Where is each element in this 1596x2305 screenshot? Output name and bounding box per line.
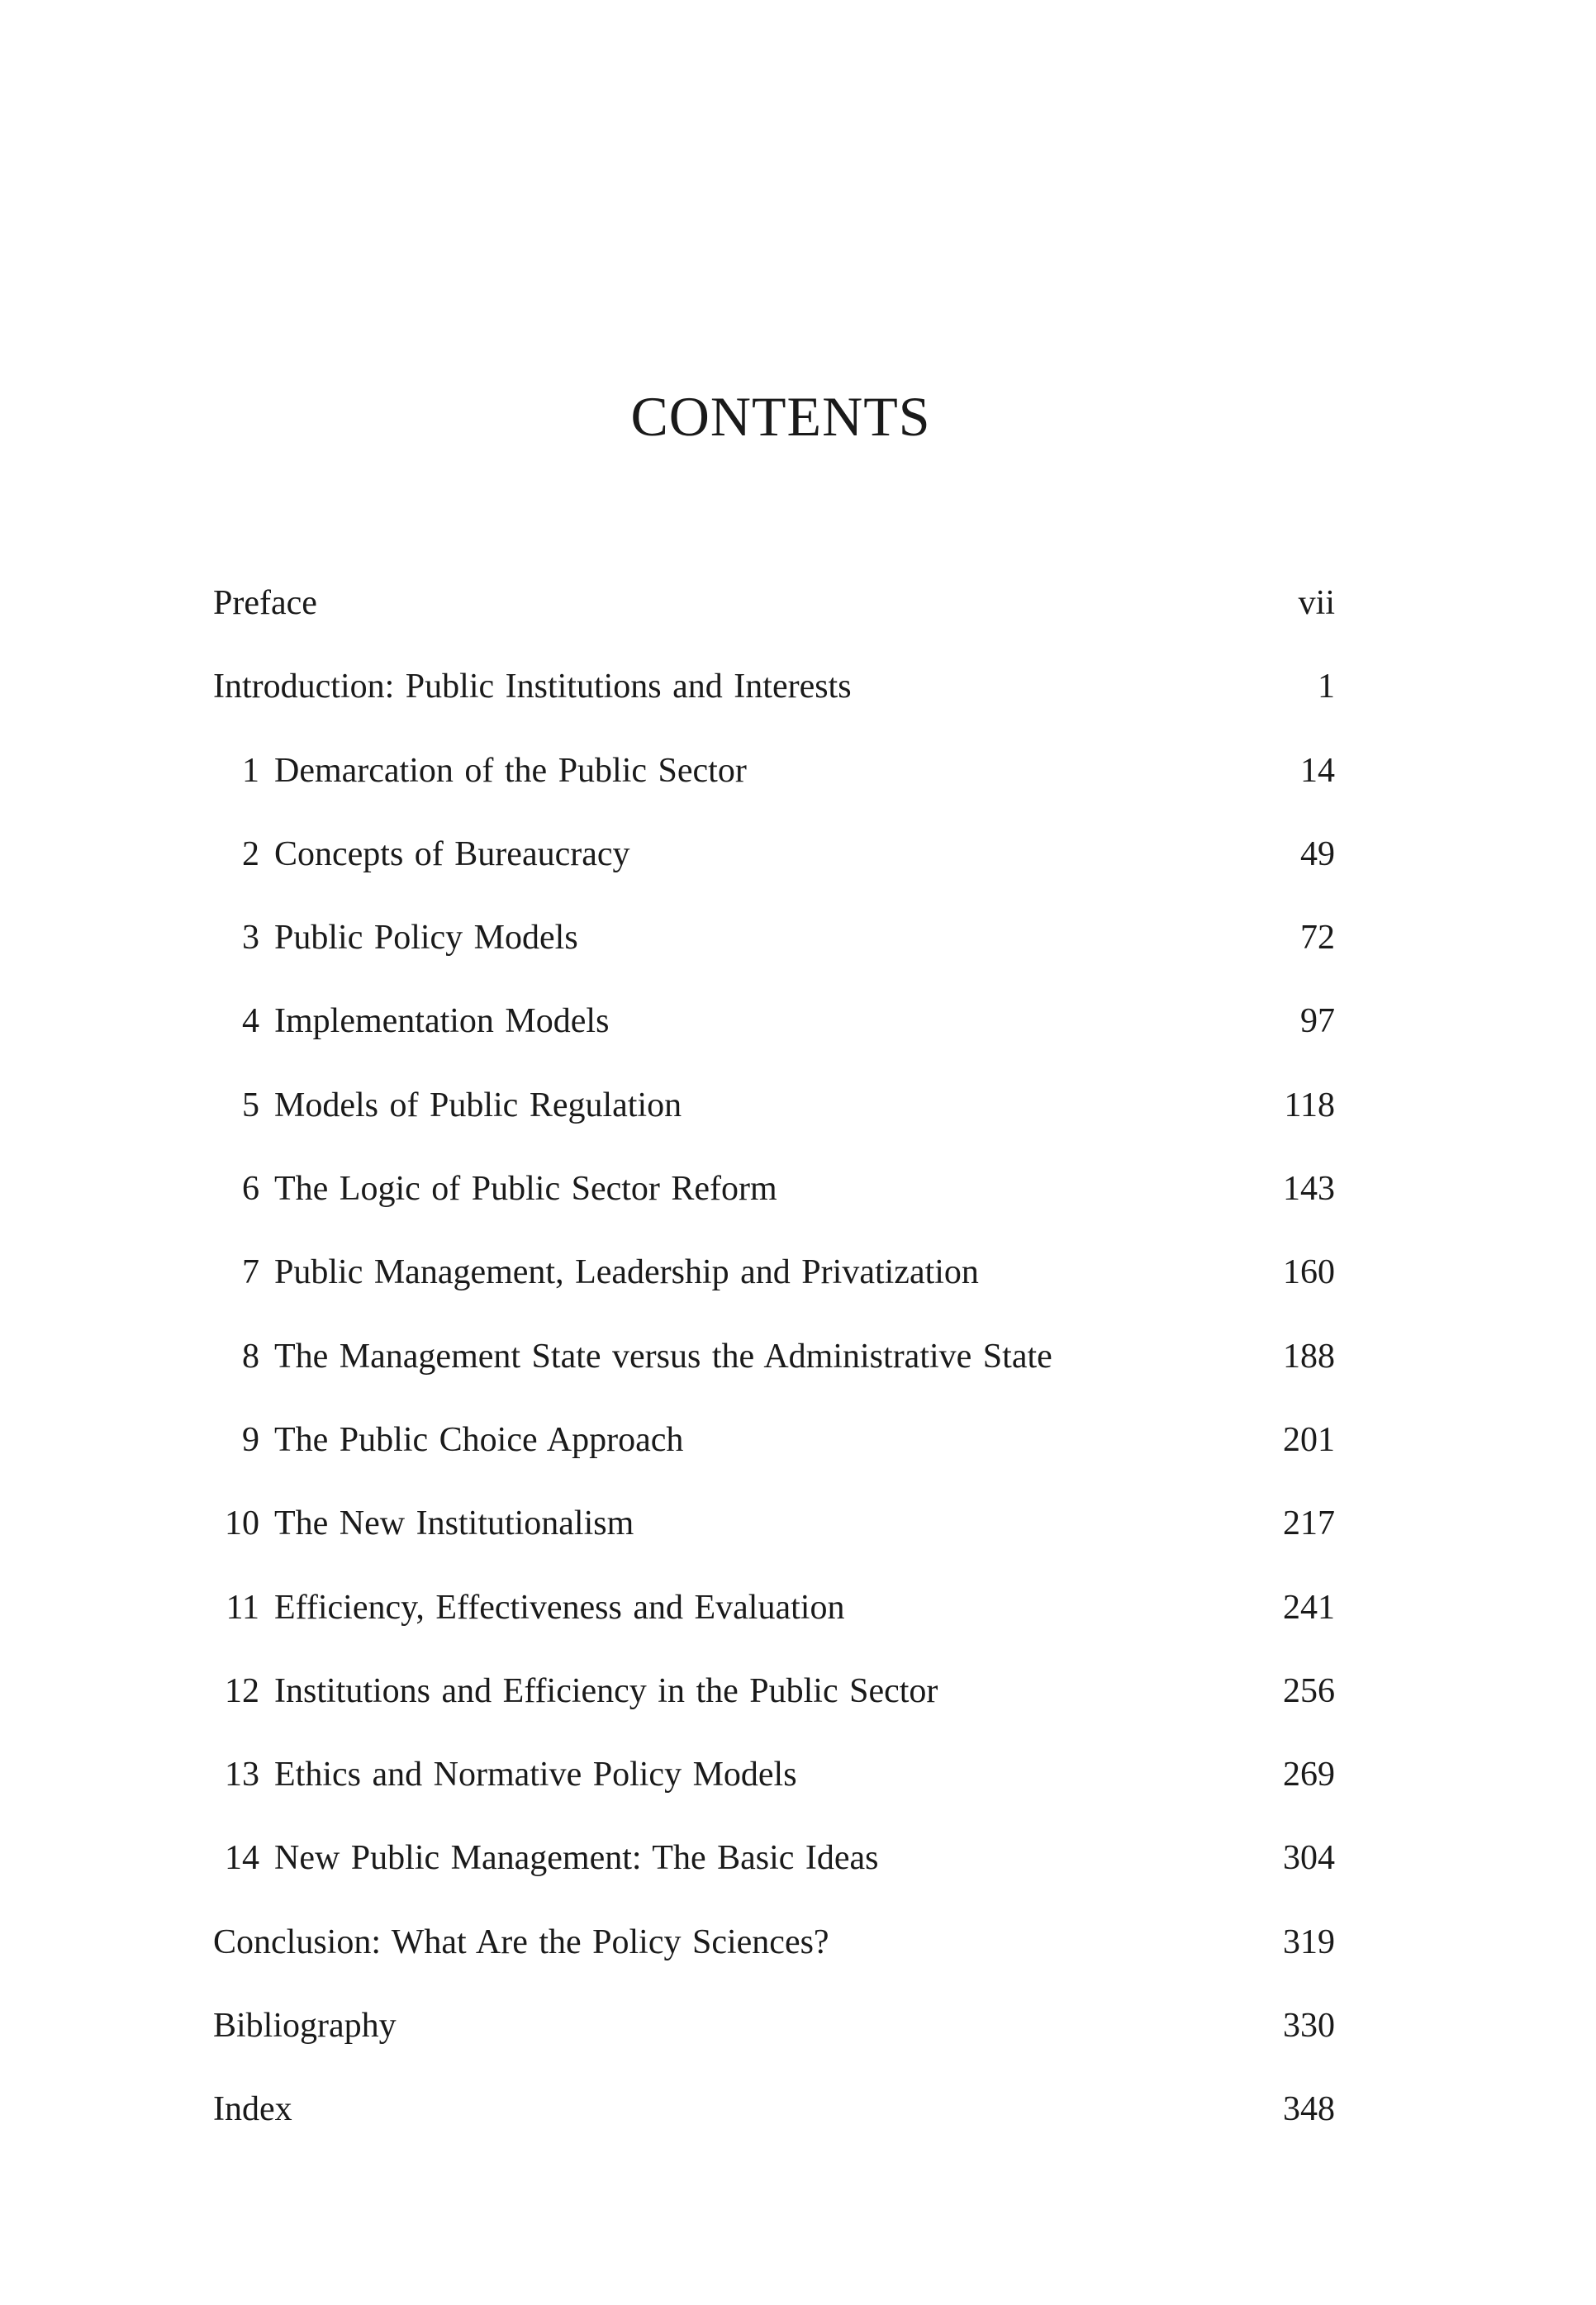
toc-entry-title: Index <box>213 2090 292 2129</box>
table-of-contents <box>213 578 1335 2169</box>
toc-entry-page: 143 <box>1283 1170 1335 1209</box>
toc-entry-chapter-12 <box>213 1666 1335 1750</box>
toc-entry-page: 49 <box>1300 834 1335 873</box>
toc-entry-title: Institutions and Efficiency in the Public Sector <box>274 1671 938 1710</box>
toc-entry-title: The New Institutionalism <box>274 1504 634 1543</box>
toc-entry-title: Efficiency, Effectiveness and Evaluation <box>274 1588 845 1627</box>
toc-entry-page: 304 <box>1283 1839 1335 1878</box>
toc-entry-page: 1 <box>1318 668 1335 706</box>
toc-entry-title: The Management State versus the Administrative State <box>274 1337 1052 1376</box>
toc-entry-page: 72 <box>1300 919 1335 958</box>
toc-entry-chapter-11 <box>213 1583 1335 1666</box>
chapter-number: 13 <box>225 1756 259 1794</box>
toc-entry-index <box>213 2084 1335 2168</box>
toc-entry-title: Preface <box>213 584 317 622</box>
toc-entry-title: Concepts of Bureaucracy <box>274 834 630 873</box>
toc-entry-page: 97 <box>1300 1002 1335 1041</box>
toc-entry-chapter-3 <box>213 913 1335 996</box>
toc-entry-chapter-9 <box>213 1415 1335 1499</box>
toc-entry-page: 217 <box>1283 1504 1335 1543</box>
toc-entry-page: 256 <box>1283 1671 1335 1710</box>
toc-entry-conclusion <box>213 1918 1335 2001</box>
chapter-number: 9 <box>242 1420 259 1459</box>
toc-entry-page: 348 <box>1283 2090 1335 2129</box>
chapter-number: 7 <box>242 1253 259 1292</box>
toc-entry-title: Ethics and Normative Policy Models <box>274 1756 797 1794</box>
toc-entry-chapter-6 <box>213 1164 1335 1248</box>
toc-entry-page: 160 <box>1283 1253 1335 1292</box>
toc-entry-title: The Public Choice Approach <box>274 1420 684 1459</box>
chapter-number: 10 <box>225 1504 259 1543</box>
chapter-number: 11 <box>226 1588 259 1627</box>
toc-entry-title: Implementation Models <box>274 1002 610 1041</box>
toc-entry-chapter-7 <box>213 1248 1335 1331</box>
toc-entry-page: 241 <box>1283 1588 1335 1627</box>
toc-entry-title: Public Policy Models <box>274 919 578 958</box>
toc-entry-title: Introduction: Public Institutions and Interests <box>213 668 852 706</box>
toc-entry-chapter-5 <box>213 1081 1335 1164</box>
chapter-number: 8 <box>242 1337 259 1376</box>
toc-entry-chapter-10 <box>213 1499 1335 1582</box>
toc-entry-chapter-13 <box>213 1750 1335 1833</box>
toc-entry-title: New Public Management: The Basic Ideas <box>274 1839 879 1878</box>
chapter-number: 1 <box>242 751 259 790</box>
toc-entry-title: The Logic of Public Sector Reform <box>274 1170 777 1209</box>
toc-entry-page: 319 <box>1283 1922 1335 1961</box>
chapter-number: 12 <box>225 1671 259 1710</box>
toc-entry-page: 118 <box>1284 1086 1335 1124</box>
toc-entry-page: 188 <box>1283 1337 1335 1376</box>
toc-entry-chapter-8 <box>213 1332 1335 1415</box>
toc-entry-page: 330 <box>1283 2007 1335 2046</box>
toc-entry-bibliography <box>213 2001 1335 2084</box>
toc-entry-page: 14 <box>1300 751 1335 790</box>
chapter-number: 2 <box>242 834 259 873</box>
toc-entry-preface <box>213 578 1335 662</box>
toc-entry-page: 269 <box>1283 1756 1335 1794</box>
toc-entry-title: Public Management, Leadership and Privatization <box>274 1253 979 1292</box>
chapter-number: 6 <box>242 1170 259 1209</box>
chapter-number: 14 <box>225 1839 259 1878</box>
toc-entry-chapter-2 <box>213 829 1335 913</box>
toc-entry-chapter-14 <box>213 1833 1335 1917</box>
toc-entry-title: Conclusion: What Are the Policy Sciences? <box>213 1922 829 1961</box>
page-title: CONTENTS <box>630 385 931 448</box>
toc-entry-title: Models of Public Regulation <box>274 1086 682 1124</box>
chapter-number: 3 <box>242 919 259 958</box>
toc-entry-title: Demarcation of the Public Sector <box>274 751 747 790</box>
toc-entry-page: vii <box>1298 584 1335 622</box>
chapter-number: 5 <box>242 1086 259 1124</box>
chapter-number: 4 <box>242 1002 259 1041</box>
toc-entry-page: 201 <box>1283 1420 1335 1459</box>
toc-entry-chapter-4 <box>213 996 1335 1080</box>
toc-entry-introduction <box>213 662 1335 745</box>
toc-entry-title: Bibliography <box>213 2007 397 2046</box>
toc-entry-chapter-1 <box>213 746 1335 829</box>
